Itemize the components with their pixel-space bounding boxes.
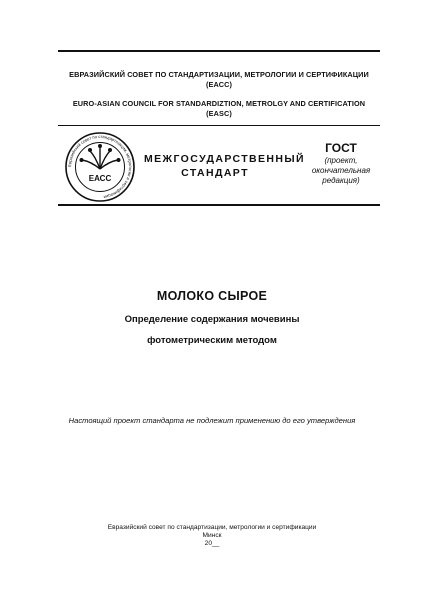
council-header	[58, 50, 380, 128]
logo-text: ЕАСС	[88, 174, 112, 183]
footer-organization: Евразийский совет по стандартизации, метрологии и сертификации	[107, 524, 317, 531]
footer-year: 20__	[204, 540, 220, 547]
logo-ring-text: Евразийский совет по стандартизации, метрологии и сертификации	[66, 133, 134, 200]
council-name-ru: ЕВРАЗИЙСКИЙ СОВЕТ ПО СТАНДАРТИЗАЦИИ, МЕТРОЛОГИИ И СЕРТИФИКАЦИИ	[69, 70, 369, 79]
draft-notice: Настоящий проект стандарта не подлежит применению до его утверждения	[68, 416, 356, 425]
draft-status	[306, 156, 376, 186]
draft-status-line2: окончательная	[311, 166, 371, 175]
standard-type-line1: МЕЖГОСУДАРСТВЕННЫЙ	[144, 153, 305, 165]
document-title: МОЛОКО СЫРОЕ	[156, 289, 268, 303]
council-name-en: EURO-ASIAN COUNCIL FOR STANDARDIZTION, METROLGY AND CERTIFICATION	[72, 99, 366, 108]
footer-city: Минск	[202, 532, 222, 539]
draft-status-line3: редакция)	[322, 176, 360, 185]
standard-header	[58, 125, 380, 206]
draft-status-line1: (проект,	[324, 156, 358, 165]
council-abbr-ru: (ЕАСС)	[206, 80, 232, 89]
document-subtitle-line2: фотометрическим методом	[147, 335, 277, 346]
document-subtitle-line1: Определение содержания мочевины	[124, 314, 300, 325]
council-abbr-en: (EASC)	[206, 109, 232, 118]
easc-logo-icon	[64, 131, 136, 203]
gost-label: ГОСТ	[325, 141, 357, 155]
header-divider	[58, 204, 380, 206]
standard-type-line2: СТАНДАРТ	[181, 167, 249, 179]
